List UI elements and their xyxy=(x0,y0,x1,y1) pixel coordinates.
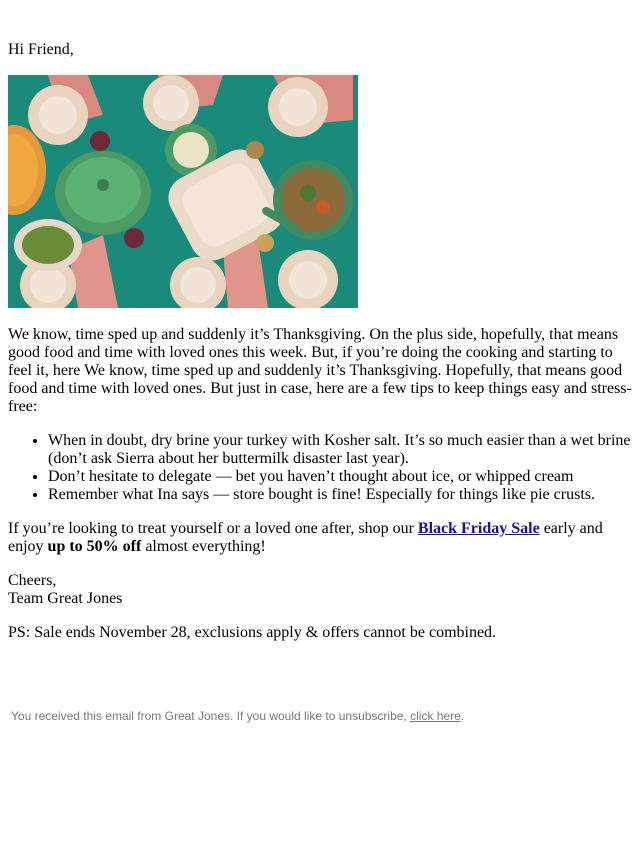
tip-item: • Don’t hesitate to delegate — bet you haven’t thought about ice, or whipped cream xyxy=(48,468,634,486)
black-friday-sale-link[interactable]: Black Friday Sale xyxy=(417,520,540,537)
footer-text: You received this email from Great Jones. If you would like to unsubscribe, xyxy=(11,709,411,723)
signature: Team Great Jones xyxy=(8,590,123,607)
ps-note: PS: Sale ends November 28, exclusions apply & offers cannot be combined. xyxy=(8,624,497,641)
unsubscribe-link[interactable]: click here xyxy=(410,709,461,723)
signoff-line: Cheers, xyxy=(8,572,57,589)
email-body xyxy=(8,41,634,642)
tip-item: • When in doubt, dry brine your turkey with Kosher salt. It’s so much easier than a wet brine (don’t ask Sierra about her buttermilk disaster last year). xyxy=(48,432,634,468)
discount-highlight: up to 50% off xyxy=(47,538,142,555)
footer-end: . xyxy=(460,709,465,723)
offer-suffix: almost everything! xyxy=(141,538,266,555)
tip-item: • Remember what Ina says — store bought is fine! Especially for things like pie crusts. xyxy=(48,486,634,504)
hero-image xyxy=(8,75,358,308)
offer-middle: early and enjoy xyxy=(8,520,603,555)
intro-paragraph: We know, time sped up and suddenly it’s Thanksgiving. On the plus side, hopefully, that means good food and time with loved ones this week. But, if you’re doing the cooking and starting to feel it, here We know, time sped up and suddenly it’s Thanksgiving. Hopefully, that means good food and time with loved ones. But just in case, here are a few tips to keep things easy and stress-free: xyxy=(8,326,632,415)
offer-paragraph xyxy=(8,520,634,556)
unsubscribe-footer xyxy=(11,708,464,724)
tips-list xyxy=(8,432,634,504)
offer-prefix: If you’re looking to treat yourself or a loved one after, shop our xyxy=(8,520,418,537)
greeting: Hi Friend, xyxy=(8,41,74,58)
signoff xyxy=(8,572,634,608)
